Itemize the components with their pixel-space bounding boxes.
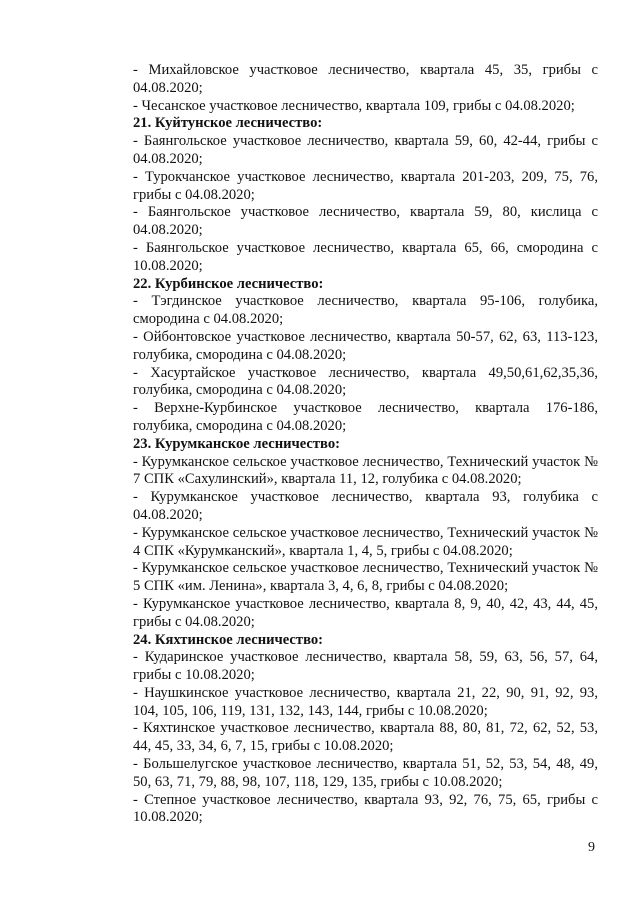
- list-item: - Курумканское участковое лесничество, квартала 93, голубика с 04.08.2020;: [133, 489, 598, 523]
- list-item: - Курумканское сельское участковое лесничество, Технический участок № 5 СПК «им. Ленина», квартала 3, 4, 6, 8, грибы с 04.08.2020;: [133, 560, 598, 595]
- section-heading-kuytun: 21. Куйтунское лесничество:: [133, 115, 323, 132]
- page-number: 9: [588, 840, 595, 855]
- document-body: [133, 62, 598, 827]
- section-heading-kurumkan: 23. Курумканское лесничество:: [133, 435, 340, 452]
- list-item: - Кударинское участковое лесничество, квартала 58, 59, 63, 56, 57, 64, грибы с 10.08.2020;: [133, 649, 598, 684]
- list-item: - Баянгольское участковое лесничество, квартала 59, 60, 42-44, грибы с 04.08.2020;: [133, 133, 598, 167]
- list-item: - Баянгольское участковое лесничество, квартала 59, 80, кислица с 04.08.2020;: [133, 204, 598, 239]
- section-heading-kyakhta: 24. Кяхтинское лесничество:: [133, 631, 324, 648]
- list-item: - Кяхтинское участковое лесничество, квартала 88, 80, 81, 72, 62, 52, 53, 44, 45, 33, 34, 6, 7, 15, грибы с 10.08.2020;: [133, 720, 598, 755]
- list-item: - Чесанское участковое лесничество, квартала 109, грибы с 04.08.2020;: [133, 97, 575, 114]
- list-item: - Курумканское участковое лесничество, квартала 8, 9, 40, 42, 43, 44, 45, грибы с 04.08.2020;: [133, 595, 598, 630]
- list-item: - Ойбонтовское участковое лесничество, квартала 50-57, 62, 63, 113-123, голубика, смородина с 04.08.2020;: [133, 328, 598, 363]
- list-item: - Наушкинское участковое лесничество, квартала 21, 22, 90, 91, 92, 93, 104, 105, 106, 119, 131, 132, 143, 144, грибы с 10.08.2020;: [133, 684, 598, 719]
- section-heading-kurba: 22. Курбинское лесничество:: [133, 275, 324, 292]
- list-item: - Большелугское участковое лесничество, квартала 51, 52, 53, 54, 48, 49, 50, 63, 71, 79, 88, 98, 107, 118, 129, 135, грибы с 10.08.2020;: [133, 756, 598, 790]
- list-item: - Курумканское сельское участковое лесничество, Технический участок № 4 СПК «Курумканский», квартала 1, 4, 5, грибы с 04.08.2020;: [133, 524, 598, 559]
- list-item: - Тэгдинское участковое лесничество, квартала 95-106, голубика, смородина с 04.08.2020;: [133, 293, 598, 328]
- list-item: - Хасуртайское участковое лесничество, квартала 49,50,61,62,35,36, голубика, смородина с 04.08.2020;: [133, 364, 598, 399]
- list-item: - Михайловское участковое лесничество, квартала 45, 35, грибы с 04.08.2020;: [133, 62, 598, 96]
- list-item: - Курумканское сельское участковое лесничество, Технический участок № 7 СПК «Сахулинский», квартала 11, 12, голубика с 04.08.2020;: [133, 453, 598, 488]
- list-item: - Степное участковое лесничество, квартала 93, 92, 76, 75, 65, грибы с 10.08.2020;: [133, 791, 598, 826]
- list-item: - Баянгольское участковое лесничество, квартала 65, 66, смородина с 10.08.2020;: [133, 239, 598, 274]
- list-item: - Верхне-Курбинское участковое лесничество, квартала 176-186, голубика, смородина с 04.08.2020;: [133, 400, 598, 434]
- list-item: - Турокчанское участковое лесничество, квартала 201-203, 209, 75, 76, грибы с 04.08.2020;: [133, 168, 598, 203]
